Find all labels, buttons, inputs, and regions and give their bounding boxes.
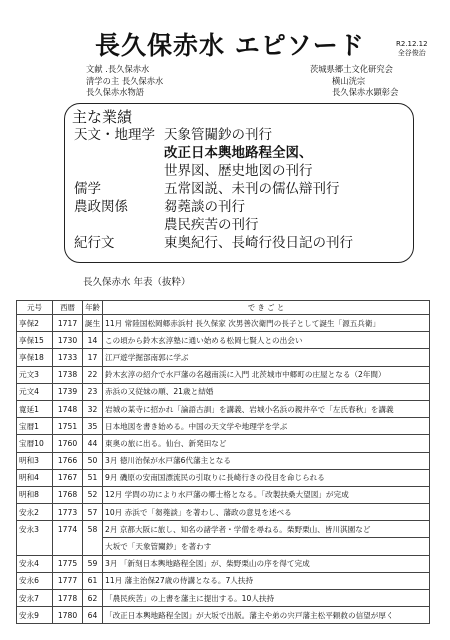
cell-year: 1739 [53,383,83,400]
cell-year: 1778 [53,590,83,607]
table-row [17,521,430,538]
cell-year: 1768 [53,486,83,503]
achievement-text: 芻蕘談の刊行 [164,199,245,215]
cell-era: 安永2 [17,504,53,521]
chronology-table [16,300,430,624]
table-row [17,349,430,366]
achievement-text: 天象管闚鈔の刊行 [164,127,272,143]
cell-age: 50 [83,452,103,469]
cell-age: 17 [83,349,103,366]
cell-year: 1773 [53,504,83,521]
achievement-category: 儒学 [74,181,101,197]
page-title: 長久保赤水 エピソード [95,31,365,60]
cell-year: 1717 [53,315,83,332]
cell-event: 11月 藩主治保27歳の侍講となる。7人扶持 [103,572,430,589]
cell-era: 宝暦1 [17,418,53,435]
author-text: 全谷俊治 [397,49,426,57]
table-row [17,400,430,417]
table-row [17,452,430,469]
reference-right: 茨城県郷土文化研究会 [310,64,393,74]
header-year: 西暦 [53,301,83,315]
cell-age: 22 [83,366,103,383]
achievement-category: 天文・地理学 [74,127,155,143]
cell-event: 岩城の某寺に招かれ「論語古訓」を講義、岩城小名浜の親井卒で「左氏春秋」を講義 [103,400,430,417]
header-event: で き ご と [103,301,430,315]
cell-event: 10月 赤浜で「芻蕘談」を著わし、藩政の意見を述べる [103,504,430,521]
cell-era: 安永9 [17,607,53,624]
cell-age: 51 [83,469,103,486]
achievement-text: 農民疾苦の刊行 [164,217,259,233]
cell-age: 誕生 [83,315,103,332]
cell-event: 「農民疾苦」の上書を藩主に提出する。10人扶持 [103,590,430,607]
table-row [17,590,430,607]
cell-year: 1774 [53,521,83,538]
cell-year: 1766 [53,452,83,469]
reference-left: 長久保赤水物語 [86,87,145,97]
table-row [17,469,430,486]
cell-year: 1751 [53,418,83,435]
cell-event: 日本地図を書き始める。中国の天文学や地理学を学ぶ [103,418,430,435]
cell-event: この頃から鈴木玄淳塾に通い始める松岡七賢人との出会い [103,332,430,349]
chronology-title: 長久保赤水 年表（抜粋） [83,277,191,288]
achievements-heading: 主な業績 [72,108,133,126]
cell-age: 35 [83,418,103,435]
cell-age: 23 [83,383,103,400]
reference-right: 長久保赤水顕彰会 [332,87,399,97]
table-row [17,486,430,503]
cell-age: 32 [83,400,103,417]
cell-year: 1748 [53,400,83,417]
cell-era: 安永7 [17,590,53,607]
table-row [17,332,430,349]
cell-year [53,538,83,555]
cell-era: 寛延1 [17,400,53,417]
cell-event: 「改正日本輿地路程全図」が大坂で出版。藩主や弟の宍戸藩主松平頼救の信望が厚く [103,607,430,624]
cell-era: 享保2 [17,315,53,332]
cell-event: 鈴木玄淳の紹介で水戸藩の名越南渓に入門 北茨城市中郷町の庄屋となる（2年間） [103,366,430,383]
cell-event: 大坂で「天象管闚鈔」を著わす [103,538,430,555]
cell-event: 東奥の旅に出る。仙台、新発田など [103,435,430,452]
cell-event: 12月 学問の功により水戸藩の郷士格となる。「改製扶桑大望図」が完成 [103,486,430,503]
cell-age: 57 [83,504,103,521]
table-row [17,418,430,435]
cell-age: 62 [83,590,103,607]
table-row [17,383,430,400]
chronology-body [17,315,430,624]
achievement-text: 東奥紀行、長崎行役日記の刊行 [164,235,353,251]
cell-age [83,538,103,555]
table-row [17,366,430,383]
cell-era: 元文4 [17,383,53,400]
cell-year: 1730 [53,332,83,349]
cell-event: 赤浜の又従妹の順、21歳と結婚 [103,383,430,400]
table-row [17,607,430,624]
table-header-row [17,301,430,315]
cell-era [17,538,53,555]
cell-year: 1767 [53,469,83,486]
cell-era: 元文3 [17,366,53,383]
achievement-category: 紀行文 [74,235,115,251]
cell-era: 明和3 [17,452,53,469]
achievement-category: 農政関係 [74,199,128,215]
header-age: 年齢 [83,301,103,315]
table-row [17,315,430,332]
achievement-text: 五常図説、未刊の儒仏辯刊行 [164,181,340,197]
table-row [17,572,430,589]
cell-year: 1780 [53,607,83,624]
date-stamp [396,40,428,58]
reference-right: 横山洸宗 [332,75,366,86]
cell-age: 64 [83,607,103,624]
cell-era: 安永6 [17,572,53,589]
table-row [17,435,430,452]
cell-era: 享保15 [17,332,53,349]
cell-era: 安永3 [17,521,53,538]
cell-event: 3月 「新刻日本輿地路程全図」が、柴野栗山の序を得て完成 [103,555,430,572]
cell-year: 1760 [53,435,83,452]
cell-event: 9月 磯原の安南国漂流民の引取りに長崎行きの役目を命じられる [103,469,430,486]
cell-era: 明和8 [17,486,53,503]
cell-year: 1738 [53,366,83,383]
cell-age: 59 [83,555,103,572]
cell-year: 1775 [53,555,83,572]
cell-year: 1733 [53,349,83,366]
cell-age: 58 [83,521,103,538]
date-text: R2.12.12 [396,40,428,48]
cell-age: 61 [83,572,103,589]
cell-event: 2月 京都大阪に旅し、知名の諸学者・学僧を尋ねる。柴野栗山、皆川淇園など [103,521,430,538]
reference-left: 文献 .長久保赤水 [86,64,150,74]
cell-event: 江戸遊学掘部南郭に学ぶ [103,349,430,366]
table-row [17,538,430,555]
table-row [17,504,430,521]
cell-age: 14 [83,332,103,349]
cell-year: 1777 [53,572,83,589]
cell-era: 明和4 [17,469,53,486]
achievement-text: 改正日本輿地路程全図、 [164,145,313,161]
achievement-text: 世界図、歴史地図の刊行 [164,163,313,179]
cell-age: 52 [83,486,103,503]
cell-era: 安永4 [17,555,53,572]
table-row [17,555,430,572]
cell-event: 11月 常陸国松岡郷赤浜村 長久保家 次男善次衛門の長子として誕生「源五兵衛」 [103,315,430,332]
cell-era: 宝暦10 [17,435,53,452]
cell-era: 享保18 [17,349,53,366]
header-era: 元号 [17,301,53,315]
reference-left: 清学の主 長久保赤水 [86,75,164,86]
cell-event: 3月 徳川治保が水戸藩6代藩主となる [103,452,430,469]
cell-age: 44 [83,435,103,452]
